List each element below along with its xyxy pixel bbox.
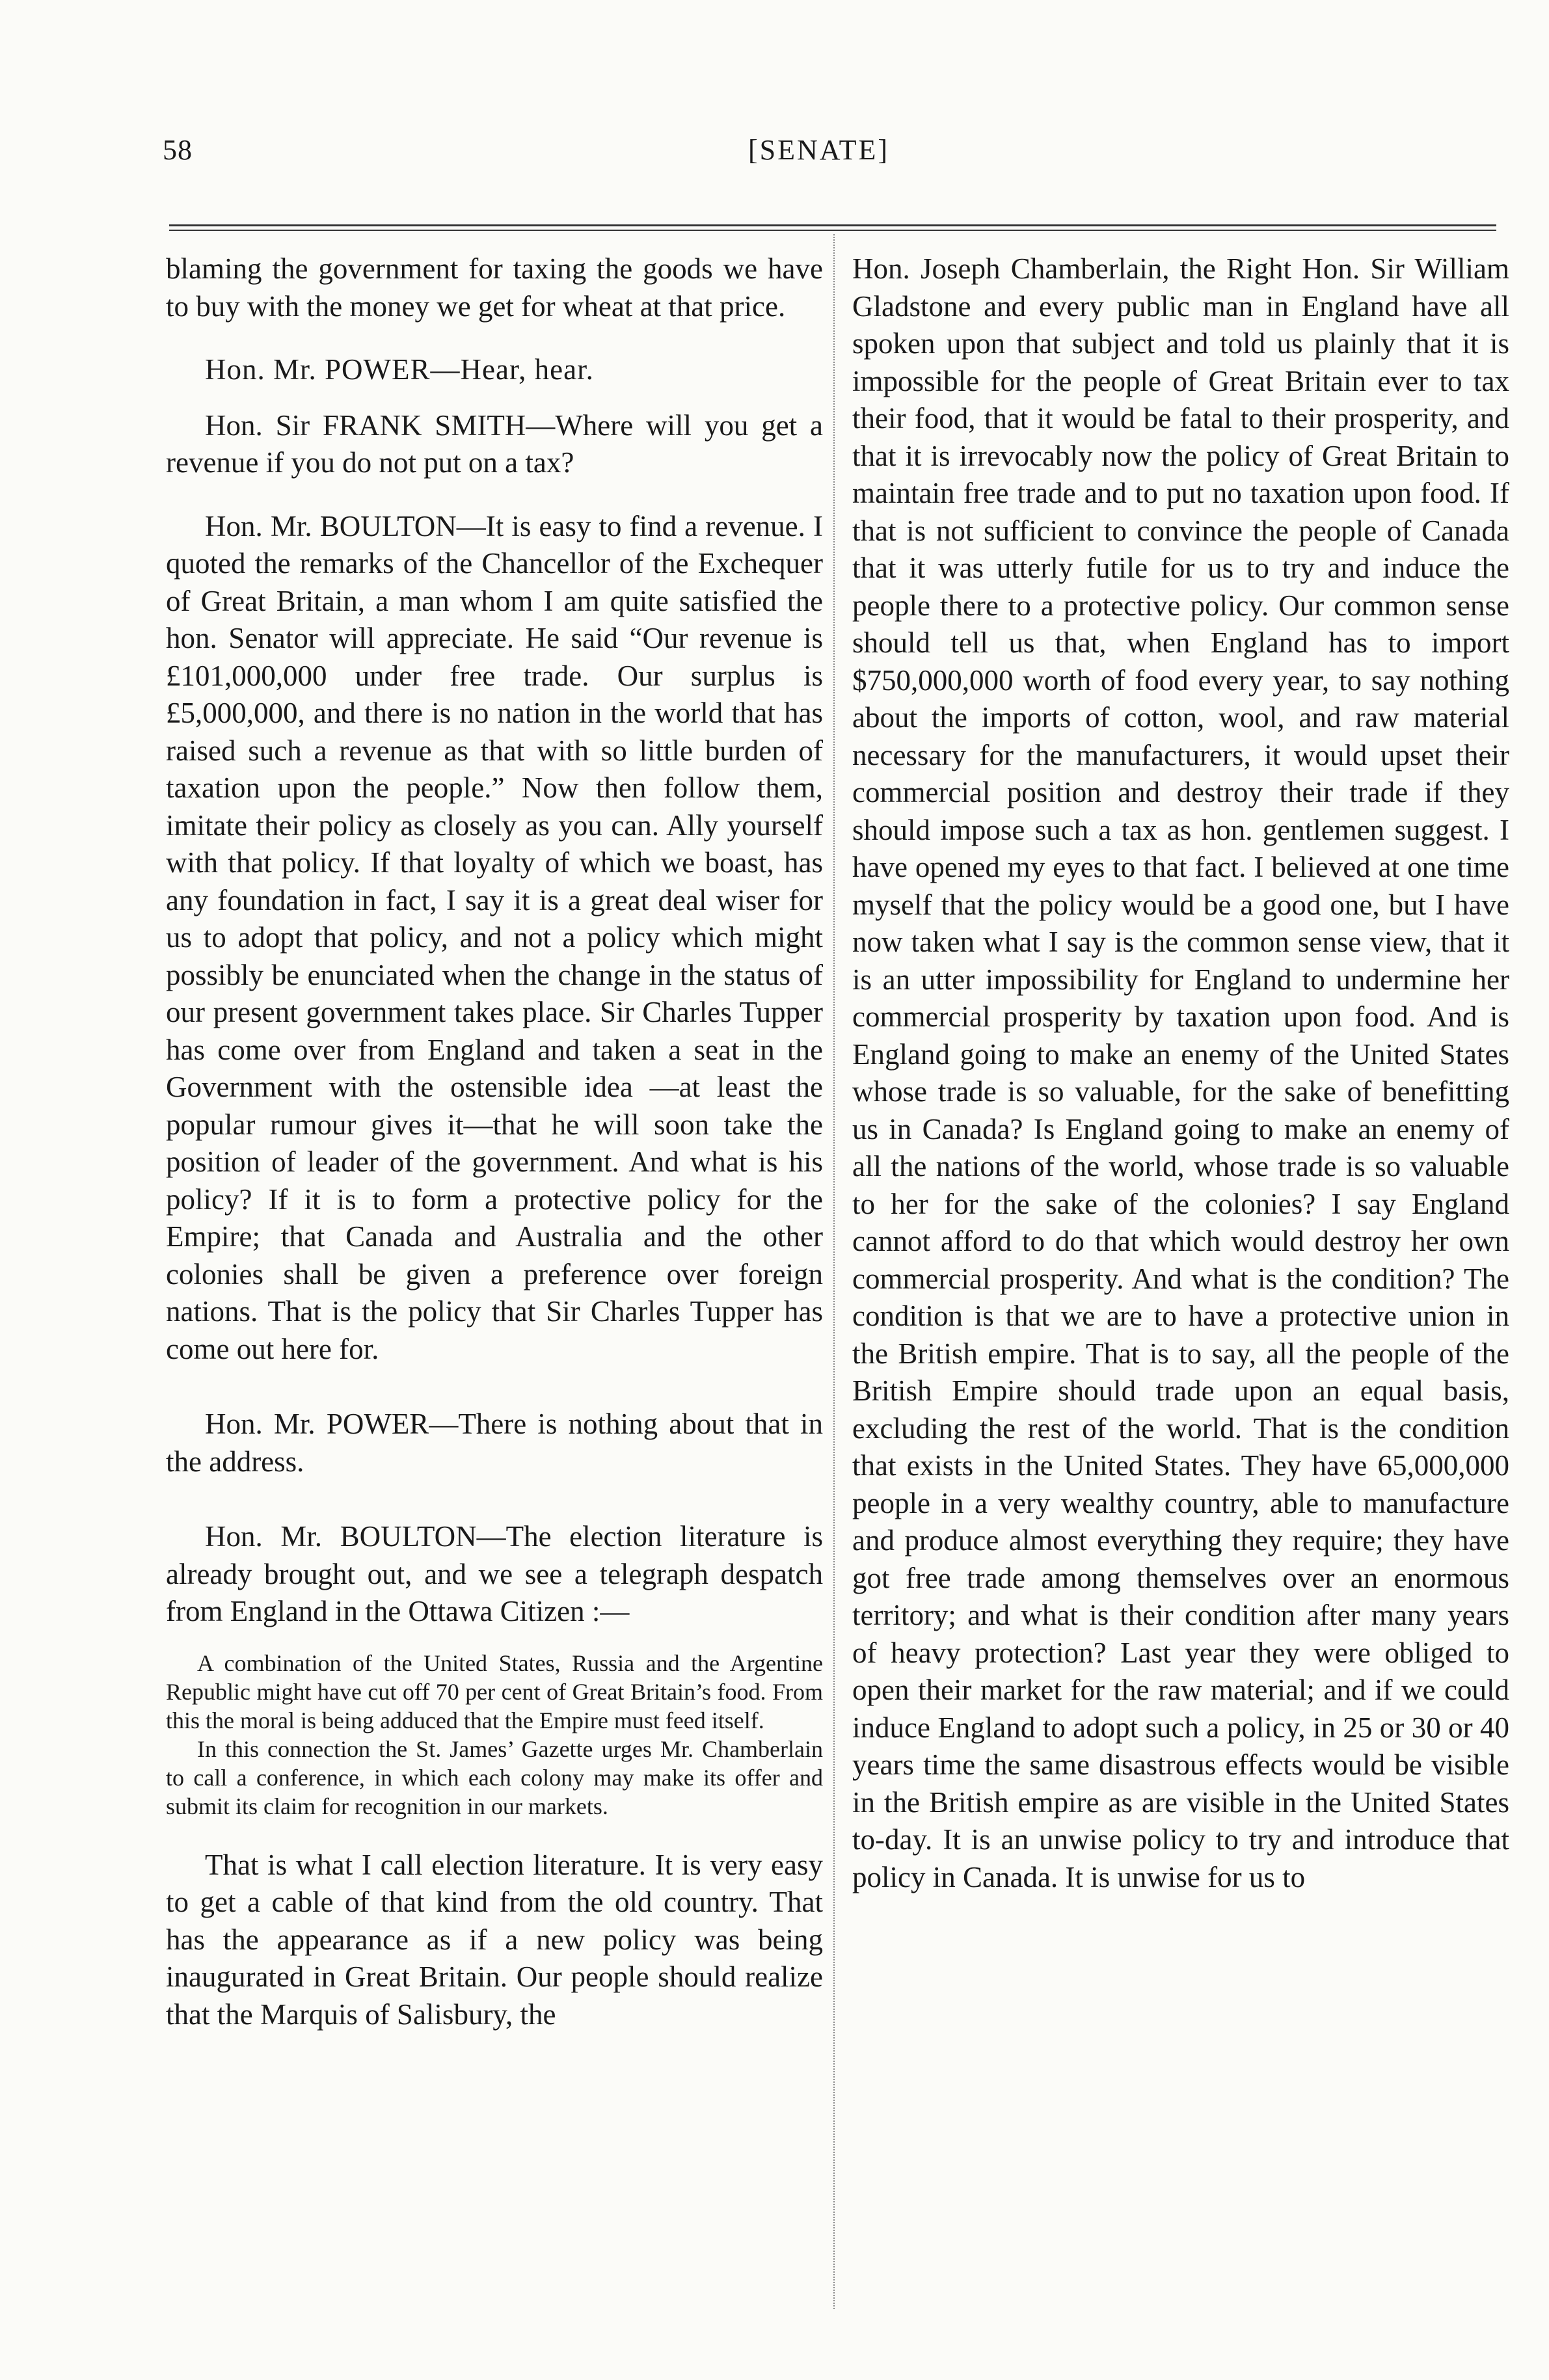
page-header xyxy=(163,133,1496,179)
header-rule-bottom xyxy=(169,230,1496,231)
paragraph: Hon. Joseph Chamberlain, the Right Hon. Sir William Gladstone and every public man in England have all spoken upon that subject and told us plainly that it is impossible for the people of Great Britain ever to tax their food, that it would be fatal to their prosperity, and that it is irrevocably now the policy of Great Britain to maintain free trade and to put no taxation upon food. If that is not sufficient to convince the people of Canada that it was utterly futile for us to try and induce the people there to a protective policy. Our common sense should tell us that, when England has to import $750,000,000 worth of food every year, to say nothing about the imports of cotton, wool, and raw material necessary for the manufacturers, it would upset their commercial position and destroy their trade if they should impose such a tax as hon. gentlemen suggest. I have opened my eyes to that fact. I believed at one time myself that the policy would be a good one, but I have now taken what I say is the common sense view, that it is an utter impossibility for England to undermine her commercial prosperity by taxation upon food. And is England going to make an enemy of the United States whose trade is so valuable, for the sake of benefitting us in Canada? Is England going to make an enemy of all the nations of the world, whose trade is so valuable to her for the sake of the colonies? I say England cannot afford to do that which would destroy her own commercial prosperity. And what is the condition? The condition is that we are to have a protective union in the British empire. That is to say, all the people of the British Empire should trade upon an equal basis, excluding the rest of the world. That is the condition that exists in the United States. They have 65,000,000 people in a very wealthy country, able to manufacture and produce almost everything they require; they have got free trade among themselves over an enormous territory; and what is their condition after many years of heavy protection? Last year they were obliged to open their market for the raw material; and if we could induce England to adopt such a policy, in 25 or 30 or 40 years time the same disastrous effects would be visible in the British empire as are visible in the United States to-day. It is an unwise policy to try and introduce that policy in Canada. It is unwise for us to xyxy=(852,252,1509,1893)
paragraph: That is what I call election literature. It is very easy to get a cable of that kind from the old country. That has the appearance as if a new policy was being inaugurated in Great Britain. Our people should realize that the Marquis of Salisbury, the xyxy=(166,1848,823,2031)
quoted-despatch xyxy=(166,1649,823,1821)
paragraph: blaming the government for taxing the goods we have to buy with the money we get for wheat at that price. xyxy=(166,252,823,323)
right-column xyxy=(852,250,1509,1896)
speaker-paragraph: Hon. Sir FRANK SMITH—Where will you get a revenue if you do not put on a tax? xyxy=(166,408,823,479)
speaker-paragraph: Hon. Mr. BOULTON—The election literature is already brought out, and we see a telegraph despatch from England in the Ottawa Citizen :— xyxy=(166,1520,823,1627)
header-rule-top xyxy=(169,224,1496,226)
left-column xyxy=(166,250,823,2033)
page-number: 58 xyxy=(163,134,193,166)
column-divider xyxy=(833,234,835,2309)
speaker-paragraph: Hon. Mr. POWER—Hear, hear. xyxy=(205,353,594,386)
speaker-paragraph: Hon. Mr. POWER—There is nothing about that in the address. xyxy=(166,1408,823,1478)
running-head: [SENATE] xyxy=(748,134,890,166)
quote-paragraph: In this connection the St. James’ Gazette urges Mr. Chamberlain to call a conference, in which each colony may make its offer and submit its claim for recognition in our markets. xyxy=(166,1735,823,1819)
quote-paragraph: A combination of the United States, Russia and the Argentine Republic might have cut off 70 per cent of Great Britain’s food. From this the moral is being adduced that the Empire must feed itself. xyxy=(166,1650,823,1733)
speaker-paragraph: Hon. Mr. BOULTON—It is easy to find a revenue. I quoted the remarks of the Chancellor of the Exchequer of Great Britain, a man whom I am quite satisfied the hon. Senator will appreciate. He said “Our revenue is £101,000,000 under free trade. Our surplus is £5,000,000, and there is no nation in the world that has raised such a revenue as that with so little burden of taxation upon the people.” Now then follow them, imitate their policy as closely as you can. Ally yourself with that policy. If that loyalty of which we boast, has any foundation in fact, I say it is a great deal wiser for us to adopt that policy, and not a policy which might possibly be enunciated when the change in the status of our present government takes place. Sir Charles Tupper has come over from England and taken a seat in the Government with the ostensible idea —at least the popular rumour gives it—that he will soon take the position of leader of the government. And what is his policy? If it is to form a protective policy for the Empire; that Canada and Australia and the other colonies shall be given a preference over foreign nations. That is the policy that Sir Charles Tupper has come out here for. xyxy=(166,509,823,1365)
